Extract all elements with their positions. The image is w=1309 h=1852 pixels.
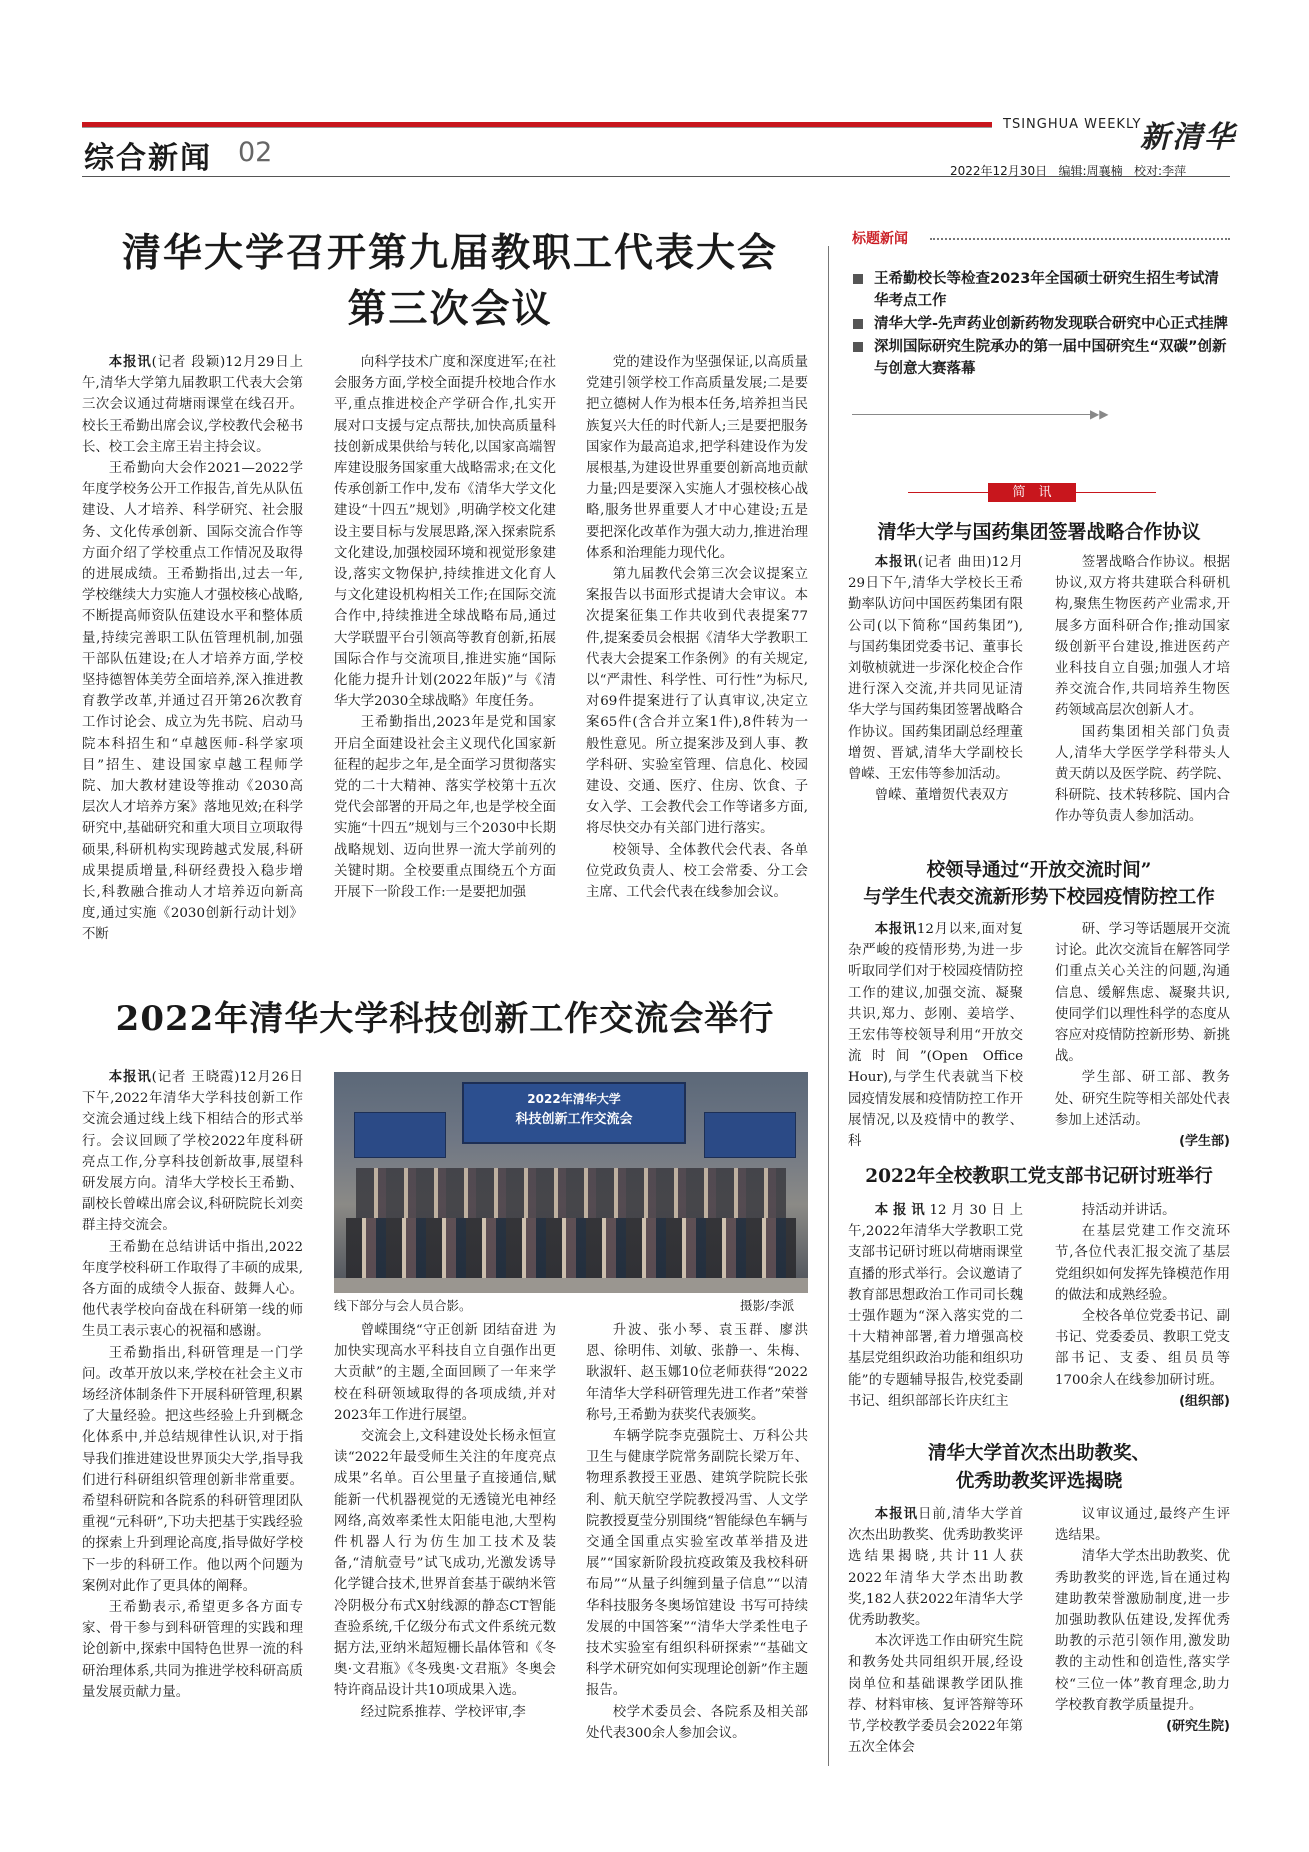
brief2-title-line2: 与学生代表交流新形势下校园疫情防控工作 <box>863 887 1215 908</box>
brief-label: 简 讯 <box>988 483 1076 502</box>
brief2-title-line1: 校领导通过“开放交流时间” <box>926 860 1152 881</box>
photo-credit: 摄影/李派 <box>740 1298 795 1313</box>
dateline: 本报讯 <box>874 1203 930 1218</box>
paragraph: 清华大学杰出助教奖、优秀助教奖的评选,旨在通过构建助教荣誉激励制度,进一步加强助教队伍建设,发挥优秀助教的示范引领作用,激发助教的主动性和创造性,落实学校“三位一体”教育理念,助力学校教育教学质量提升。 <box>1055 1549 1230 1713</box>
paragraph: 王希勤指出,2023年是党和国家开启全面建设社会主义现代化国家新征程的起步之年,是全面学习贯彻落实党的二十大精神、落实学校第十五次党代会部署的开局之年,也是学校全面实施“十四五”规划与三个2030中长期战略规划、迈向世界一流大学前列的关键时期。全校要重点围绕五个方面开展下一阶段工作:一是要把加强 <box>334 715 556 901</box>
dateline: 本报讯 <box>108 355 152 370</box>
paragraph: 第九届教代会第三次会议提案立案报告以书面形式提请大会审议。本次提案征集工作共收到代表提案77件,提案委员会根据《清华大学教职工代表大会提案工作条例》的有关规定,以“严肃性、科学性、可行性”为标尺,对69件提案进行了认真审议,决定立案65件(含合并立案1件),8件转为一般性意见。所立提案涉及到人事、教学科研、实验室管理、信息化、校园建设、交通、医疗、住房、饮食、子女入学、工会教代会工作等诸多方面,将尽快交办有关部门进行落实。 <box>586 567 808 837</box>
paragraph: 党的建设作为坚强保证,以高质量党建引领学校工作高质量发展;二是要把立德树人作为根本任务,培养担当民族复兴大任的时代新人;三是要把服务国家作为最高追求,把学科建设作为发展根基,为建设世界重要创新高地贡献力量;四是要深入实施人才强校核心战略,服务世界重要人才中心建设;五是要把深化改革作为强大动力,推进治理体系和治理能力现代化。 <box>586 355 808 561</box>
paragraph: 签署战略合作协议。根据协议,双方将共建联合科研机构,聚焦生物医药产业需求,开展多方面科研合作;推动国家级创新平台建设,推进医药产业科技自立自强;加强人才培养交流合作,共同培养生物医药领域高层次创新人才。 <box>1055 555 1230 719</box>
paragraph: 王希勤指出,科研管理是一门学问。改革开放以来,学校在社会主义市场经济体制条件下开展科研管理,积累了大量经验。把这些经验上升到概念化体系中,并总结规律性认识,对于指导我们推进建设世界顶尖大学,指导我们进行科研组织管理创新非常重要。希望科研院和各院系的科研管理团队重视“元科研”,下功夫把基于实践经验的探索上升到理论高度,指导做好学校下一步的科研工作。他以两个问题为案例对此作了更具体的阐释。 <box>82 1345 303 1594</box>
brief4-title-line1: 清华大学首次杰出助教奖、 <box>927 1443 1150 1464</box>
sidebar-divider <box>828 246 829 1766</box>
paragraph: 本报讯(记者 段颖)12月29日上午,清华大学第九届教职工代表大会第三次会议通过荷塘雨课堂在线召开。校长王希勤出席会议,学校教代会秘书长、校工会主席王岩主持会议。 <box>82 355 303 455</box>
brief1-column-1 <box>848 552 1023 852</box>
headline-arrow-rule <box>852 414 1092 415</box>
paragraph: 本报讯(记者 曲田)12月29日下午,清华大学校长王希勤率队访问中国医药集团有限公司(以下简称“国药集团”),与国药集团党委书记、董事长刘敬桢就进一步深化校企合作进行深入交流,并共同见证清华大学与国药集团签署战略合作协议。国药集团副总经理董增贺、晋斌,清华大学副校长曾嵘、王宏伟等参加活动。 <box>848 555 1023 783</box>
article2-column-2 <box>334 1320 556 1770</box>
masthead-gray-rule <box>82 127 992 128</box>
article1-title-line2: 第三次会议 <box>347 286 553 332</box>
paragraph: 本报讯12月30日上午,2022年清华大学教职工党支部书记研讨班以荷塘雨课堂直播的形式举行。会议邀请了教育部思想政治工作司司长魏士强作题为“深入落实党的二十大精神部署,着力增强高校基层党组织政治功能和组织功能”的专题辅导报告,校党委副书记、组织部部长许庆红主 <box>848 1203 1023 1409</box>
headline-item[interactable] <box>852 336 1232 380</box>
paragraph: 车辆学院李克强院士、万科公共卫生与健康学院常务副院长梁万年、物理系教授王亚愚、建筑学院院长张利、航天航空学院教授冯雪、人文学院教授夏莹分别围绕“智能绿色车辆与交通全国重点实验室改革举措及进展”“国家新阶段抗疫政策及我校科研布局”“从量子纠缠到量子信息”“以清华科技服务冬奥场馆建设 书写可持续发展的中国答案”“清华大学柔性电子技术实验室有组织科研探索”“基础文科学术研究如何实现理论创新”作主题报告。 <box>586 1429 808 1699</box>
brief1-column-2 <box>1055 552 1230 852</box>
photo-screen-title-2: 科技创新工作交流会 <box>515 1112 633 1127</box>
paragraph: 王希勤向大会作2021—2022学年度学校务公开工作报告,首先从队伍建设、人才培养、科学研究、社会服务、文化传承创新、国际交流合作等方面介绍了学校重点工作情况及取得的进展成绩。王希勤指出,过去一年,学校继续大力实施人才强校核心战略,不断提高师资队伍建设水平和整体质量,持续完善职工队伍管理机制,加强干部队伍建设;在人才培养方面,学校坚持德智体美劳全面培养,深入推进教育教学改革,并通过召开第26次教育工作讨论会、成立为先书院、启动马院本科招生和“卓越医师-科学家项目”招生、建设国家卓越工程师学院、加大教材建设等推动《2030高层次人才培养方案》落地见效;在科学研究中,基础研究和重大项目立项取得硕果,科研机构实现跨越式发展,科研成果提质增量,科研经费投入稳步增长,科教融合推动人才培养迈向新高度,通过实施《2030创新行动计划》不断 <box>82 461 303 943</box>
section-title: 综合新闻 <box>84 141 212 176</box>
paragraph: 在基层党建工作交流环节,各位代表汇报交流了基层党组织如何发挥先锋模范作用的做法和成熟经验。 <box>1055 1224 1230 1303</box>
article-signature: (学生部) <box>1179 1134 1230 1150</box>
proofreader: 校对:李萍 <box>1134 164 1187 178</box>
brief4-title-line2: 优秀助教奖评选揭晓 <box>955 1471 1123 1492</box>
photo-left-display <box>354 1112 446 1158</box>
bullet-square-icon <box>853 319 863 329</box>
brief3-column-2 <box>1055 1200 1230 1436</box>
headline-item-text: 清华大学-先声药业创新药物发现联合研究中心正式挂牌 <box>874 316 1229 332</box>
dateline: 本报讯 <box>874 1507 918 1522</box>
arrow-right-icon: ▶▶ <box>1090 407 1109 421</box>
paragraph: 王希勤表示,希望更多各方面专家、骨干参与到科研管理的实践和理论创新中,探索中国特色世界一流的科研治理体系,共同为推进学校科研高质量发展贡献力量。 <box>82 1600 303 1700</box>
photo-floor <box>334 1278 808 1293</box>
page-number: 02 <box>238 137 273 168</box>
brief2-column-2 <box>1055 919 1230 1155</box>
publication-en: TSINGHUA WEEKLY <box>1003 117 1142 132</box>
headline-item-text: 王希勤校长等检查2023年全国硕士研究生招生考试清华考点工作 <box>874 271 1219 309</box>
headline-news-label: 标题新闻 <box>852 231 908 247</box>
brief1-title: 清华大学与国药集团签署战略合作协议 <box>877 521 1201 543</box>
photo-caption: 线下部分与会人员合影。 <box>334 1298 472 1313</box>
article2-column-1 <box>82 1067 303 1767</box>
paragraph: 向科学技术广度和深度进军;在社会服务方面,学校全面提升校地合作水平,重点推进校企产学研合作,扎实开展对口支援与定点帮扶,加快高质量科技创新成果供给与转化,以国家高端智库建设服务国家重大战略需求;在文化传承创新工作中,发布《清华大学文化建设“十四五”规划》,明确学校文化建设主要目标与发展思路,深入探索院系文化建设,加强校园环境和视觉形象建设,落实文物保护,持续推进文化育人与文化建设机构相关工作;在国际交流合作中,持续推进全球战略布局,通过大学联盟平台引领高等教育创新,拓展国际合作与交流项目,推进实施“国际化能力提升计划(2022年版)”与《清华大学2030全球战略》年度任务。 <box>334 355 556 710</box>
paragraph: 本报讯12月以来,面对复杂严峻的疫情形势,为进一步听取同学们对于校园疫情防控工作的建议,加强交流、凝聚共识,郑力、彭刚、姜培学、王宏伟等校领导利用“开放交流时间”(Open Office Hour),与学生代表就当下校园疫情发展和疫情防控工作开展情况,以及疫情中的教学、科 <box>848 922 1023 1150</box>
dateline: 本报讯 <box>874 922 917 937</box>
newspaper-logo: 新清华 <box>1140 120 1236 155</box>
bullet-square-icon <box>853 342 863 352</box>
paragraph: 议审议通过,最终产生评选结果。 <box>1055 1507 1230 1544</box>
paragraph: 全校各单位党委书记、副书记、党委委员、教职工党支部书记、支委、组员员等1700余人在线参加研讨班。 <box>1055 1309 1230 1388</box>
paragraph: 持活动并讲话。 <box>1081 1203 1176 1218</box>
brief3-column-1 <box>848 1200 1023 1436</box>
paragraph: 国药集团相关部门负责人,清华大学医学学科带头人黄天荫以及医学院、药学院、科研院、技术转移院、国内合作办等负责人参加活动。 <box>1055 724 1230 825</box>
brief2-title <box>848 857 1230 911</box>
brief-rule-left <box>908 492 988 493</box>
headline-item[interactable] <box>852 313 1232 335</box>
paragraph: 研、学习等话题展开交流讨论。此次交流旨在解答同学们重点关心关注的问题,沟通信息、缓解焦虑、凝聚共识,使同学们以理性科学的态度从容应对疫情防控新形势、新挑战。 <box>1055 922 1230 1065</box>
photo-people-back-row <box>356 1168 786 1218</box>
dateline: 本报讯 <box>874 555 918 570</box>
headline-news-list <box>852 268 1232 381</box>
paragraph: 校学术委员会、各院系及相关部处代表300余人参加会议。 <box>586 1704 808 1741</box>
paragraph: 交流会上,文科建设处长杨永恒宣读“2022年最受师生关注的年度亮点成果”名单。百公里量子直接通信,赋能新一代机器视觉的无透镜光电神经网络,高效率柔性太阳能电池,大型构件机器人行为仿生加工技术及装备,“清航壹号”试飞成功,光激发诱导化学键合技术,世界首套基于碳纳米管冷阴极分布式X射线源的静态CT智能查验系统,千亿级分布式文件系统元数据方法,亚纳米超短栅长晶体管和《冬奥·文君瓶》《冬残奥·文君瓶》冬奥会特许商品设计共10项成果入选。 <box>334 1429 556 1699</box>
headline-item[interactable] <box>852 268 1232 312</box>
group-photo <box>334 1072 808 1293</box>
photo-right-display <box>704 1112 796 1158</box>
editor: 编辑:周襄楠 <box>1058 164 1123 178</box>
brief4-title <box>848 1440 1230 1496</box>
brief4-column-1 <box>848 1504 1023 1766</box>
brief-rule-right <box>1076 492 1156 493</box>
article1-title <box>90 225 810 337</box>
paragraph: 曾嵘、董增贺代表双方 <box>874 788 1009 804</box>
photo-people-front-row <box>346 1218 796 1278</box>
brief4-column-2 <box>1055 1504 1230 1766</box>
paragraph: 校领导、全体教代会代表、各单位党政负责人、校工会常委、分工会主席、工代会代表在线参加会议。 <box>586 842 808 901</box>
brief2-column-1 <box>848 919 1023 1155</box>
photo-screen <box>462 1082 686 1144</box>
article1-title-line1: 清华大学召开第九届教职工代表大会 <box>121 230 778 276</box>
date-line <box>950 162 1186 179</box>
paragraph: 本报讯(记者 王晓霞)12月26日下午,2022年清华大学科技创新工作交流会通过线上线下相结合的形式举行。会议回顾了学校2022年度科研亮点工作,分享科技创新故事,展望科研发展方向。清华大学校长王希勤、副校长曾嵘出席会议,科研院院长刘奕群主持交流会。 <box>82 1070 303 1234</box>
article1-column-1 <box>82 352 303 982</box>
brief3-title: 2022年全校教职工党支部书记研讨班举行 <box>865 1166 1213 1187</box>
paragraph: 升波、张小琴、袁玉群、廖洪恩、徐明伟、刘敏、张静一、朱梅、耿淑轩、赵玉娜10位老师获得“2022年清华大学科研管理先进工作者”荣誉称号,王希勤为获奖代表颁奖。 <box>586 1323 808 1423</box>
photo-screen-title-1: 2022年清华大学 <box>527 1092 621 1106</box>
headline-item-text: 深圳国际研究生院承办的第一届中国研究生“双碳”创新与创意大赛落幕 <box>874 339 1227 377</box>
article-signature: (组织部) <box>1179 1393 1230 1409</box>
issue-date: 2022年12月30日 <box>950 164 1048 178</box>
headline-label-dotted-rule <box>930 238 1230 240</box>
paragraph: 本报讯日前,清华大学首次杰出助教奖、优秀助教奖评选结果揭晓,共计11人获2022年清华大学杰出助教奖,182人获2022年清华大学优秀助教奖。 <box>848 1507 1023 1629</box>
article2-title: 2022年清华大学科技创新工作交流会举行 <box>115 999 775 1039</box>
paragraph: 王希勤在总结讲话中指出,2022年度学校科研工作取得了丰硕的成果,各方面的成绩令人振奋、鼓舞人心。他代表学校向奋战在科研第一线的师生员工表示衷心的祝福和感谢。 <box>82 1239 303 1340</box>
article-signature: (研究生院) <box>1166 1719 1230 1735</box>
dateline: 本报讯 <box>108 1070 152 1085</box>
article1-column-2 <box>334 352 556 982</box>
paragraph: 学生部、研工部、教务处、研究生院等相关部处代表参加上述活动。 <box>1055 1070 1230 1128</box>
paragraph: 经过院系推荐、学校评审,李 <box>360 1704 526 1720</box>
article1-column-3 <box>586 352 808 982</box>
paragraph: 曾嵘围绕“守正创新 团结奋进 为加快实现高水平科技自立自强作出更大贡献”的主题,全面回顾了一年来学校在科研领域取得的各项成绩,并对2023年工作进行展望。 <box>334 1323 556 1423</box>
bullet-square-icon <box>853 274 863 284</box>
article2-column-3 <box>586 1320 808 1770</box>
paragraph: 本次评选工作由研究生院和教务处共同组织开展,经设岗单位和基础课教学团队推荐、材料审核、复评答辩等环节,学校教学委员会2022年第五次全体会 <box>848 1634 1023 1756</box>
